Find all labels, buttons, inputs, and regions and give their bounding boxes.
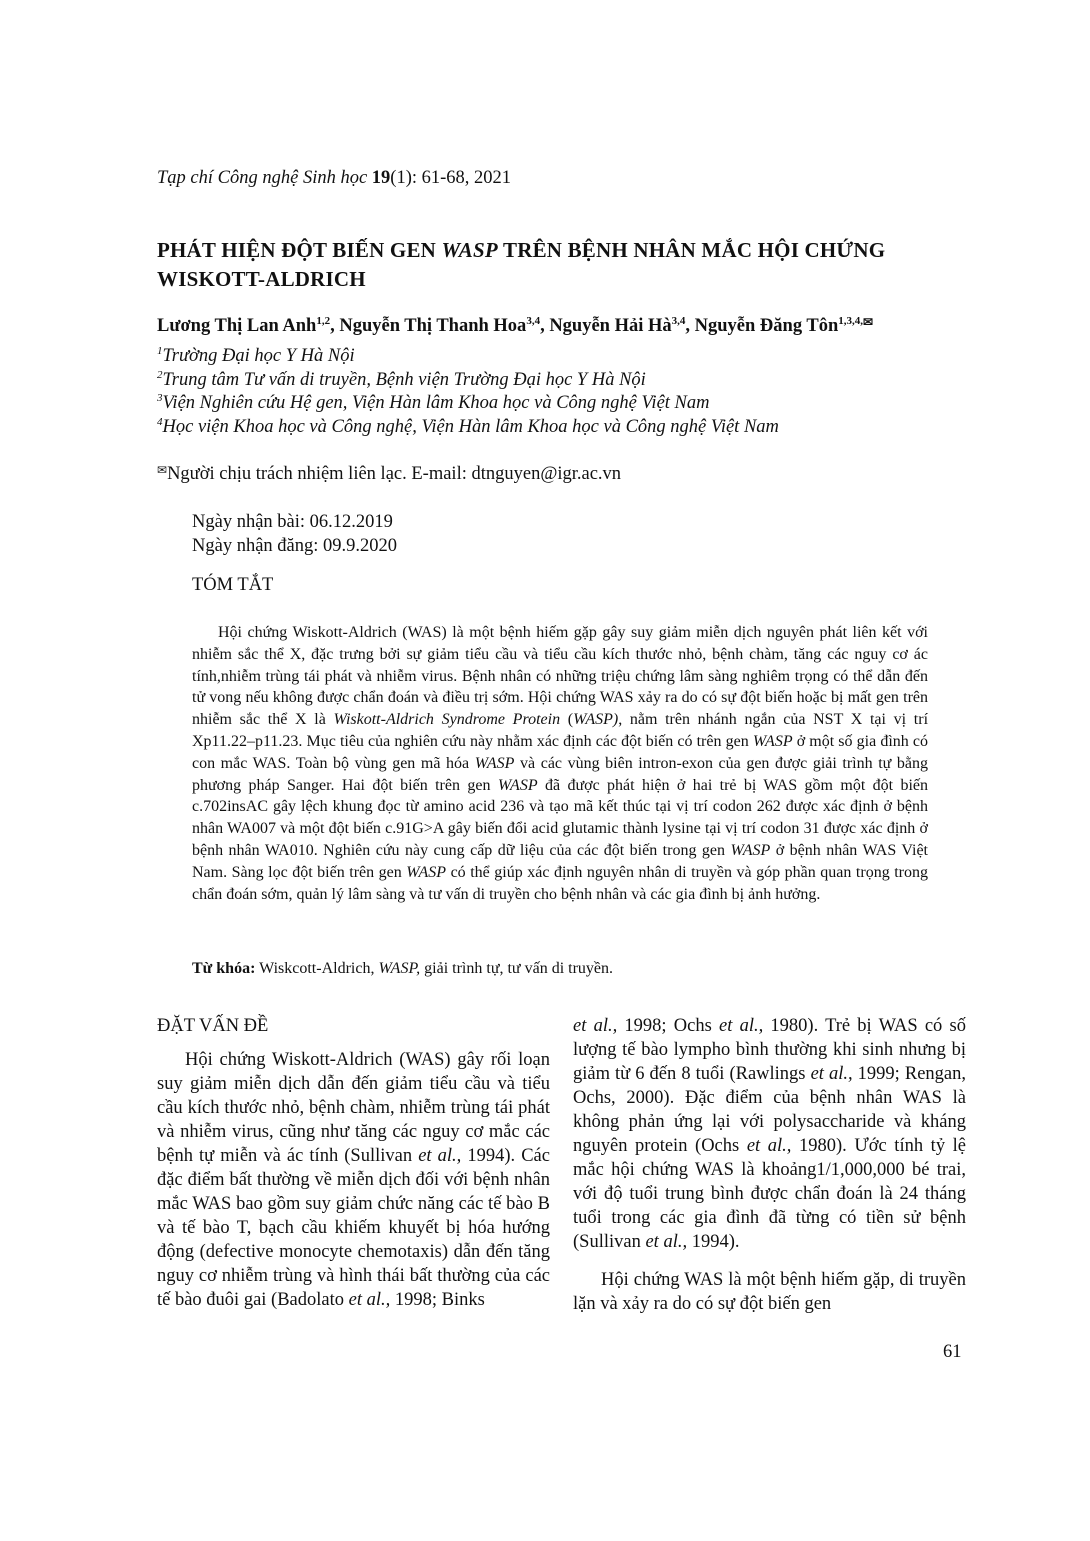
abstract-italic: WASP (406, 863, 447, 881)
body-text: 1998; Binks (390, 1290, 485, 1310)
keywords-italic: WASP, (378, 960, 421, 977)
body-text: 1999; Rengan, Ochs, 2000). Đặc điểm của bệnh nhân WAS là không phản ứng lại với polysaccharide và kháng nguyên protein (Ochs (573, 1064, 966, 1156)
abstract-italic: Wiskott-Aldrich Syndrome Protein (333, 711, 561, 729)
author-affiliation: 1,3,4, (838, 314, 863, 327)
affiliation-text: Trung tâm Tư vấn di truyền, Bệnh viện Trường Đại học Y Hà Nội (162, 369, 646, 390)
abstract-italic: WASP (497, 776, 538, 794)
abstract-italic: WASP (474, 754, 515, 772)
accepted-date: Ngày nhận đăng: 09.9.2020 (192, 536, 398, 556)
keywords-label: Từ khóa: (192, 960, 256, 977)
author-list (157, 315, 873, 337)
envelope-icon: ✉ (862, 315, 874, 329)
abstract-italic: WASP (752, 732, 793, 750)
citation-al: al., (767, 1136, 792, 1156)
article-dates (192, 510, 397, 558)
intro-paragraph (157, 1048, 550, 1312)
abstract-paragraph (192, 622, 928, 905)
citation-et: et (746, 1136, 761, 1156)
author-separator: , (330, 316, 340, 336)
affiliation-number: 3 (157, 391, 163, 404)
body-text: 1994). (687, 1232, 740, 1252)
author-separator: , (540, 316, 550, 336)
author-name: Nguyễn Hải Hà (549, 316, 672, 336)
citation-etal: et al., (418, 1146, 462, 1166)
affiliation-number: 2 (157, 368, 163, 381)
author-affiliation: 3,4 (671, 314, 686, 327)
keywords (192, 960, 928, 978)
affiliation-item (157, 416, 779, 440)
author-name: Lương Thị Lan Anh (157, 316, 317, 336)
corresponding-text: Người chịu trách nhiệm liên lạc. E-mail: dtnguyen@igr.ac.vn (167, 464, 622, 484)
journal-citation (157, 168, 511, 189)
abstract-text: và các vùng biên intron-exon của gen được giải trình tự bằng phương pháp Sanger. Hai đột biến trên gen (192, 754, 928, 794)
abstract-italic: WASP) (573, 711, 619, 729)
abstract-text: đã được phát hiện ở hai trẻ bị WAS gồm một đột biến c.702insAC gây lệch khung đọc từ amino acid 236 và tạo mã kết thúc tại vị trí codon 262 được xác định ở bệnh nhân WA007 và một đột biến c.91G>A gây biến đổi acid glutamic thành lysine tại vị trí codon 31 được xác định ở bệnh nhân WA010. Nghiên cứu này cung cấp dữ liệu của các đột biến trong gen (192, 776, 928, 859)
left-column (157, 1014, 550, 1312)
journal-name: Tạp chí Công nghệ Sinh học (157, 168, 368, 188)
citation-etal: et al., (573, 1016, 618, 1036)
title-part2: TRÊN BỆNH NHÂN MẮC HỘI CHỨNG WISKOTT-ALDRICH (157, 238, 886, 291)
abstract-text: Hội chứng Wiskott-Aldrich (WAS) là một bệnh hiếm gặp gây suy giảm miễn dịch nguyên phát liên kết với nhiễm sắc thể X, đặc trưng bởi sự giảm tiểu cầu và tiểu cầu kích thước nhỏ, bệnh chàm, tăng các nguy cơ ác tính,nhiễm trùng tái phát và nhiễm virus. Bệnh nhân có những triệu chứng lâm sàng nghiêm trọng có thể dẫn đến tử vong nếu không được chẩn đoán và điều trị sớm. Hội chứng WAS xảy ra do có sự đột biến hoặc bị mất gen trên nhiễm sắc thể X là (192, 624, 928, 729)
abstract-text: có thể giúp xác định nguyên nhân di truyền và góp phần quan trọng trong chẩn đoán sớm, quản lý lâm sàng và tư vấn di truyền cho bệnh nhân và các gia đình bị ảnh hưởng. (192, 863, 928, 903)
section-heading: ĐẶT VẤN ĐỀ (157, 1016, 269, 1036)
author-name: Nguyễn Thị Thanh Hoa (339, 316, 527, 336)
body-text: 1994). Các đặc điểm bất thường về miễn dịch đối với bệnh nhân mắc WAS bao gồm suy giảm chức năng các tế bào B và tế bào T, bạch cầu khiếm khuyết bị hóa hướng động (defective monocyte chemotaxis) dẫn đến tăng nguy cơ nhiễm trùng và hình thái bất thường của các tế bào đuôi gai (Badolato (157, 1146, 550, 1310)
body-text: 1980). Trẻ bị WAS có số lượng tế bào lympho bình thường khi sinh nhưng bị giảm từ 6 đến 8 tuổi (Rawlings (573, 1016, 966, 1084)
affiliation-item (157, 392, 779, 416)
abstract-heading: TÓM TẮT (192, 575, 274, 595)
article-title (157, 236, 977, 294)
received-date: Ngày nhận bài: 06.12.2019 (192, 512, 393, 532)
affiliation-item (157, 345, 779, 369)
envelope-icon: ✉ (157, 463, 168, 477)
keywords-text: giải trình tự, tư vấn di truyền. (420, 960, 614, 977)
affiliation-list (157, 345, 779, 439)
affiliation-number: 1 (157, 344, 163, 357)
corresponding-author (157, 463, 621, 485)
author-affiliation: 1,2 (316, 314, 331, 327)
citation-etal: et al., (719, 1016, 764, 1036)
abstract-body (192, 622, 928, 905)
affiliation-text: Trường Đại học Y Hà Nội (162, 346, 355, 366)
author-name: Nguyễn Đăng Tôn (694, 316, 839, 336)
citation-etal: et al., (645, 1232, 688, 1252)
abstract-text: ở bệnh nhân WAS Việt Nam. Sàng lọc đột biến trên gen (192, 841, 929, 881)
title-part1: PHÁT HIỆN ĐỘT BIẾN GEN (157, 238, 442, 262)
journal-volume: 19 (371, 168, 391, 188)
journal-issue-pages: (1): 61-68, 2021 (390, 168, 512, 188)
intro-paragraph: Hội chứng WAS là một bệnh hiếm gặp, di truyền lặn và xảy ra do có sự đột biến gen (573, 1270, 966, 1314)
abstract-text: ( (560, 711, 574, 729)
affiliation-number: 4 (157, 415, 163, 428)
affiliation-item (157, 369, 779, 393)
keywords-text: Wiskcott-Aldrich, (255, 960, 379, 977)
page-number: 61 (943, 1342, 962, 1362)
abstract-text: ở một số gia đình có con mắc WAS. Toàn bộ vùng gen mã hóa (192, 732, 928, 772)
title-gene: WASP (441, 238, 498, 262)
abstract-text: , nằm trên nhánh ngắn của NST X tại vị trí Xp11.22–p11.23. Mục tiêu của nghiên cứu này nhằm xác định các đột biến có trên gen (192, 711, 929, 750)
affiliation-text: Học viện Khoa học và Công nghệ, Viện Hàn lâm Khoa học và Công nghệ Việt Nam (162, 416, 779, 437)
abstract-italic: WASP (730, 841, 771, 859)
intro-paragraph-continued (573, 1014, 966, 1254)
body-text: 1980). Ước tính tỷ lệ mắc hội chứng WAS là khoảng1/1,000,000 bé trai, với độ tuổi trung bình được chẩn đoán là 24 tháng tuổi trong các gia đình đã từng có tiền sử bệnh (Sullivan (573, 1136, 967, 1252)
affiliation-text: Viện Nghiên cứu Hệ gen, Viện Hàn lâm Khoa học và Công nghệ Việt Nam (162, 393, 710, 413)
body-text: Hội chứng Wiskott-Aldrich (WAS) gây rối loạn suy giảm miễn dịch dẫn đến giảm tiểu cầu và tiểu cầu kích thước nhỏ, bệnh chàm, nhiễm trùng tái phát và nhiễm virus, cũng như tăng các nguy cơ mắc các bệnh tự miễn và ác tính (Sullivan (157, 1050, 550, 1166)
author-separator: , (685, 316, 695, 336)
citation-etal: et al., (810, 1064, 853, 1084)
author-affiliation: 3,4 (526, 314, 541, 327)
body-text: 1998; Ochs (617, 1016, 719, 1036)
right-column (573, 1014, 966, 1316)
citation-etal: et al., (348, 1290, 391, 1310)
